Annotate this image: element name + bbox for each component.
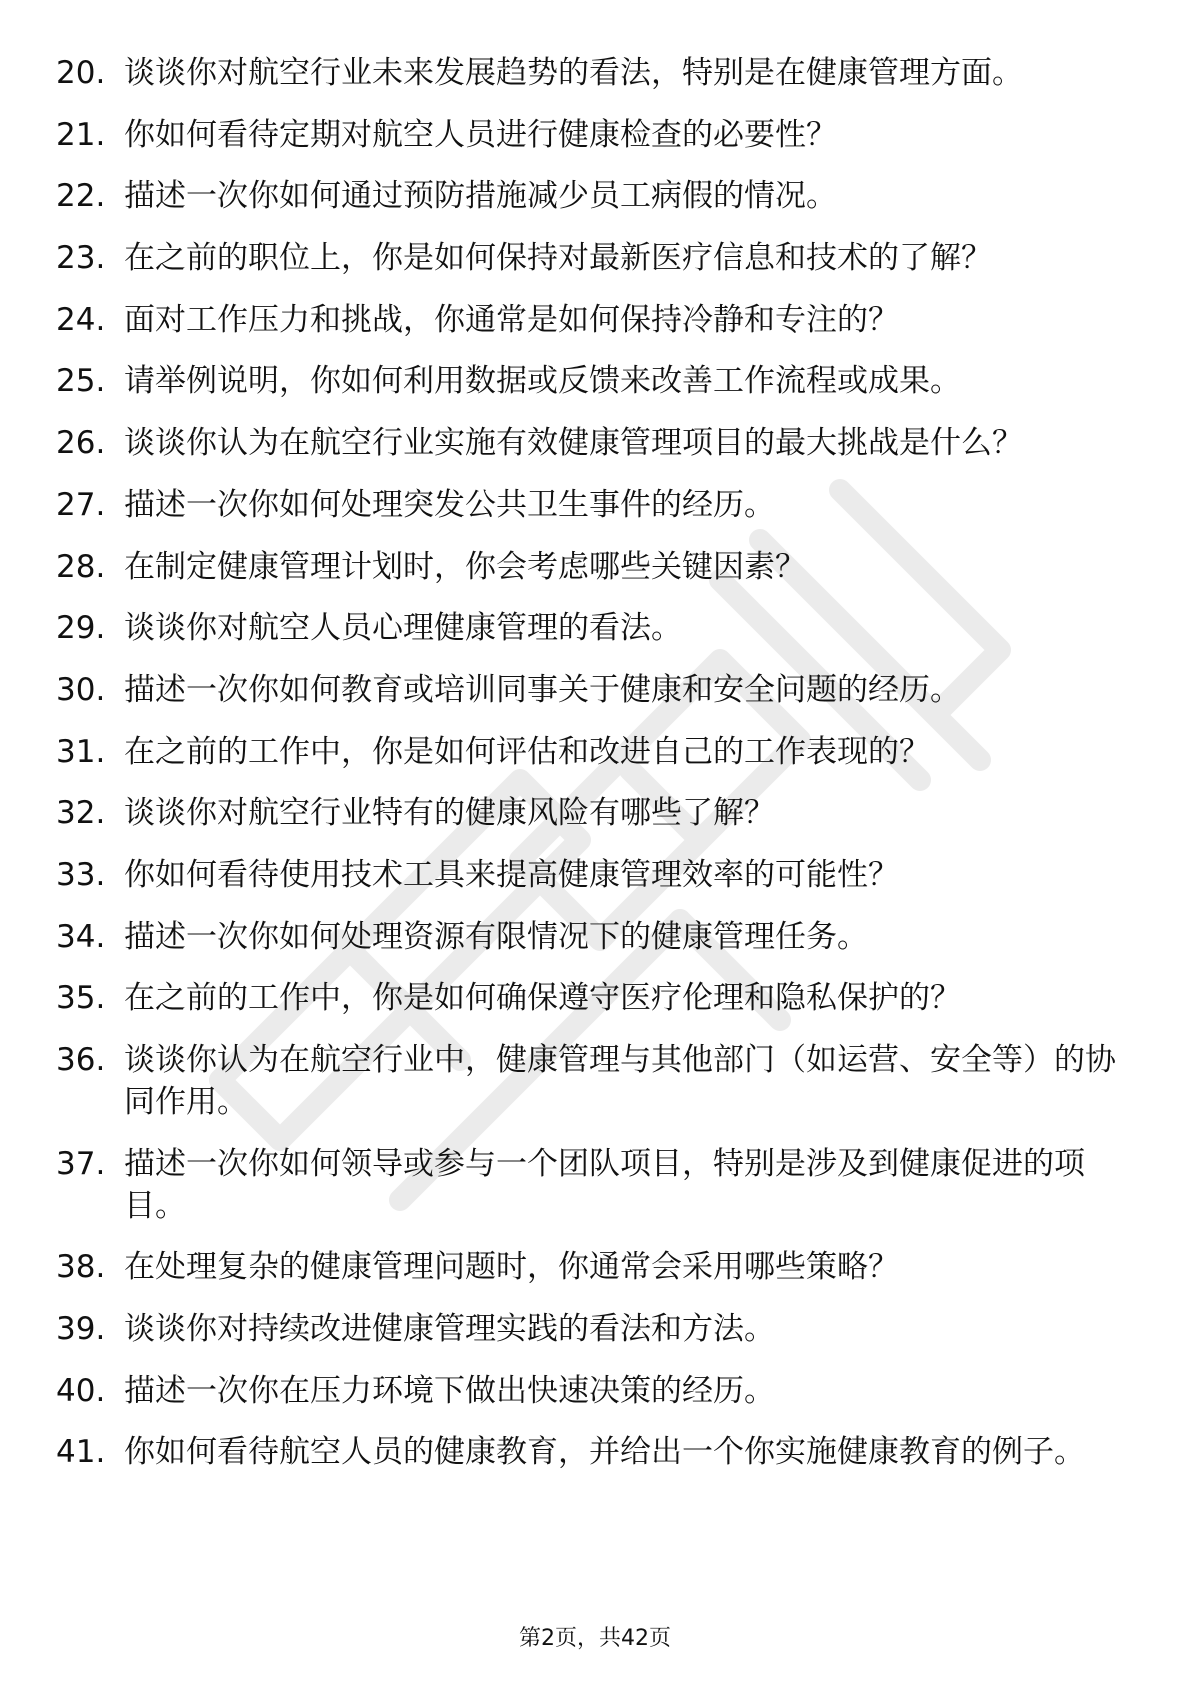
question-number: 21.: [56, 116, 106, 153]
list-item: [56, 299, 1116, 341]
question-number: 25.: [56, 363, 106, 400]
question-number: 41.: [56, 1434, 106, 1471]
question-text: 面对工作压力和挑战，你通常是如何保持冷静和专注的？: [124, 301, 899, 338]
question-number: 26.: [56, 425, 106, 462]
question-number: 31.: [56, 733, 106, 770]
question-number: 22.: [56, 178, 106, 215]
question-number: 20.: [56, 55, 106, 91]
list-item: [56, 607, 1116, 649]
question-number: 34.: [56, 918, 106, 955]
question-text: 谈谈你认为在航空行业实施有效健康管理项目的最大挑战是什么？: [124, 425, 1023, 462]
list-item: [56, 977, 1116, 1019]
question-text: 请举例说明，你如何利用数据或反馈来改善工作流程或成果。: [124, 363, 961, 400]
list-item: [56, 1431, 1116, 1473]
question-number: 39.: [56, 1311, 106, 1348]
question-text: 描述一次你如何处理资源有限情况下的健康管理任务。: [124, 918, 868, 955]
list-item: [56, 175, 1116, 217]
list-item: [56, 1370, 1116, 1412]
question-text: 在之前的工作中，你是如何评估和改进自己的工作表现的？: [124, 733, 930, 770]
question-text: 你如何看待航空人员的健康教育，并给出一个你实施健康教育的例子。: [124, 1434, 1085, 1471]
list-item: [56, 854, 1116, 896]
question-number: 30.: [56, 671, 106, 708]
question-number: 24.: [56, 301, 106, 338]
list-item: [56, 731, 1116, 773]
question-number: 40.: [56, 1372, 106, 1409]
list-item: [56, 916, 1116, 958]
question-number: 38.: [56, 1249, 106, 1286]
question-number: 37.: [56, 1145, 106, 1182]
question-text: 谈谈你对航空行业未来发展趋势的看法，特别是在健康管理方面。: [124, 55, 1023, 91]
question-text: 描述一次你在压力环境下做出快速决策的经历。: [124, 1372, 775, 1409]
list-item: [56, 546, 1116, 588]
question-number: 28.: [56, 548, 106, 585]
question-text: 描述一次你如何教育或培训同事关于健康和安全问题的经历。: [124, 671, 961, 708]
question-text: 你如何看待定期对航空人员进行健康检查的必要性？: [124, 116, 837, 153]
question-text: 在之前的职位上，你是如何保持对最新医疗信息和技术的了解？: [124, 240, 992, 277]
question-text: 在处理复杂的健康管理问题时，你通常会采用哪些策略？: [124, 1249, 899, 1286]
question-text: 谈谈你对航空人员心理健康管理的看法。: [124, 610, 682, 647]
question-list: [56, 52, 1116, 1493]
question-text: 描述一次你如何领导或参与一个团队项目，特别是涉及到健康促进的项目。: [124, 1145, 1085, 1224]
list-item: [56, 237, 1116, 279]
list-item: [56, 422, 1116, 464]
question-text: 描述一次你如何处理突发公共卫生事件的经历。: [124, 486, 775, 523]
question-number: 35.: [56, 980, 106, 1017]
list-item: [56, 1308, 1116, 1350]
question-text: 描述一次你如何通过预防措施减少员工病假的情况。: [124, 178, 837, 215]
question-text: 谈谈你对航空行业特有的健康风险有哪些了解？: [124, 795, 775, 832]
question-number: 32.: [56, 795, 106, 832]
list-item: [56, 114, 1116, 156]
question-text: 在之前的工作中，你是如何确保遵守医疗伦理和隐私保护的？: [124, 980, 961, 1017]
list-item: [56, 484, 1116, 526]
question-number: 29.: [56, 610, 106, 647]
question-number: 23.: [56, 240, 106, 277]
list-item: [56, 1039, 1116, 1123]
list-item: [56, 669, 1116, 711]
page-footer: 第2页，共42页: [519, 1626, 671, 1651]
question-number: 27.: [56, 486, 106, 523]
list-item: [56, 792, 1116, 834]
list-item: [56, 1246, 1116, 1288]
list-item: [56, 52, 1116, 94]
question-text: 谈谈你对持续改进健康管理实践的看法和方法。: [124, 1311, 775, 1348]
question-text: 谈谈你认为在航空行业中，健康管理与其他部门（如运营、安全等）的协同作用。: [124, 1042, 1116, 1120]
question-number: 36.: [56, 1042, 106, 1078]
question-number: 33.: [56, 856, 106, 893]
list-item: [56, 360, 1116, 402]
question-text: 在制定健康管理计划时，你会考虑哪些关键因素？: [124, 548, 806, 585]
question-text: 你如何看待使用技术工具来提高健康管理效率的可能性？: [124, 856, 899, 893]
list-item: [56, 1143, 1116, 1227]
